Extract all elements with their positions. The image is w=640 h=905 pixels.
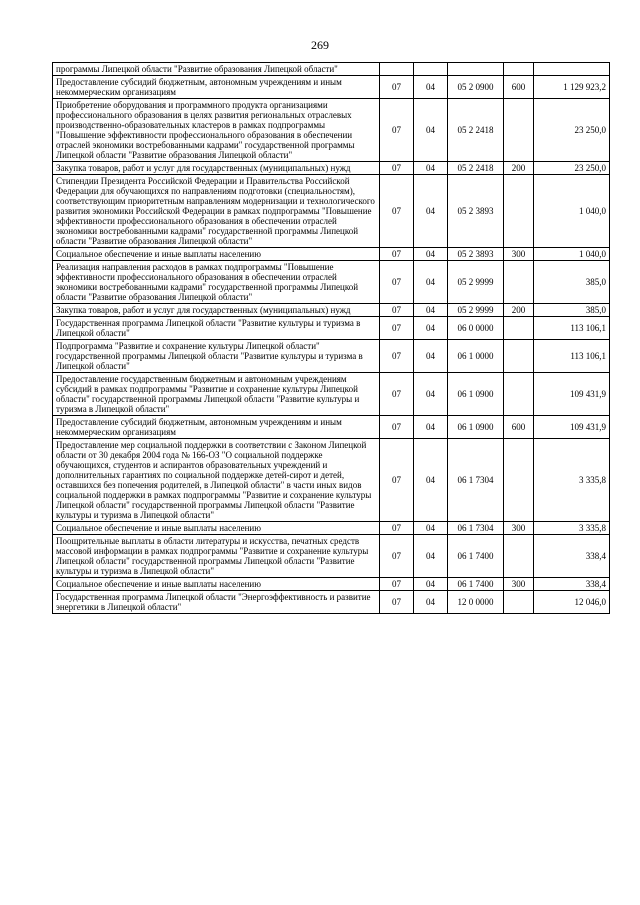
row-amount: 23 250,0	[534, 162, 610, 175]
row-subsection-code: 04	[414, 304, 448, 317]
row-name: Поощрительные выплаты в области литературы и искусства, печатных средств массовой информации в рамках подпрограммы "Развитие и сохранение культуры Липецкой области" государственной программы Липецкой области "Развитие культуры и туризма в Липецкой области"	[53, 535, 380, 578]
row-name: Социальное обеспечение и иные выплаты населению	[53, 578, 380, 591]
table-row	[53, 248, 610, 261]
row-section-code: 07	[380, 304, 414, 317]
row-expense-type-code: 300	[504, 578, 534, 591]
table-row	[53, 340, 610, 373]
row-subsection-code: 04	[414, 439, 448, 522]
row-section-code: 07	[380, 340, 414, 373]
row-subsection-code: 04	[414, 591, 448, 614]
table-row	[53, 261, 610, 304]
row-amount	[534, 63, 610, 76]
row-subsection-code: 04	[414, 340, 448, 373]
row-subsection-code	[414, 63, 448, 76]
row-expense-type-code	[504, 439, 534, 522]
row-amount: 113 106,1	[534, 340, 610, 373]
row-section-code: 07	[380, 416, 414, 439]
row-target-code: 05 2 3893	[448, 248, 504, 261]
table-row	[53, 317, 610, 340]
row-expense-type-code	[504, 373, 534, 416]
row-subsection-code: 04	[414, 162, 448, 175]
row-target-code: 05 2 2418	[448, 99, 504, 162]
table-row	[53, 439, 610, 522]
row-subsection-code: 04	[414, 373, 448, 416]
row-expense-type-code: 600	[504, 76, 534, 99]
row-target-code: 06 1 7400	[448, 578, 504, 591]
table-row	[53, 416, 610, 439]
row-name: Предоставление субсидий бюджетным, автономным учреждениям и иным некоммерческим организациям	[53, 76, 380, 99]
row-expense-type-code: 300	[504, 522, 534, 535]
page-number: 269	[311, 38, 329, 52]
row-expense-type-code: 300	[504, 248, 534, 261]
row-expense-type-code: 200	[504, 162, 534, 175]
table-row	[53, 591, 610, 614]
budget-table	[52, 62, 610, 614]
row-amount: 12 046,0	[534, 591, 610, 614]
table-row	[53, 162, 610, 175]
row-target-code: 06 1 0900	[448, 373, 504, 416]
row-expense-type-code	[504, 317, 534, 340]
row-target-code: 05 2 3893	[448, 175, 504, 248]
row-amount: 1 040,0	[534, 248, 610, 261]
row-expense-type-code	[504, 261, 534, 304]
row-section-code: 07	[380, 522, 414, 535]
row-name: Реализация направления расходов в рамках подпрограммы "Повышение эффективности профессионального образования в обеспечении отраслей экономики востребованными кадрами" государственной программы Липецкой области "Развитие образования Липецкой области"	[53, 261, 380, 304]
row-expense-type-code: 600	[504, 416, 534, 439]
row-expense-type-code	[504, 340, 534, 373]
row-name: Закупка товаров, работ и услуг для государственных (муниципальных) нужд	[53, 304, 380, 317]
table-row	[53, 76, 610, 99]
row-target-code: 12 0 0000	[448, 591, 504, 614]
row-section-code: 07	[380, 175, 414, 248]
row-name: Государственная программа Липецкой области "Энергоэффективность и развитие энергетики в Липецкой области"	[53, 591, 380, 614]
table-row	[53, 535, 610, 578]
row-subsection-code: 04	[414, 248, 448, 261]
row-section-code: 07	[380, 317, 414, 340]
row-subsection-code: 04	[414, 416, 448, 439]
row-section-code: 07	[380, 261, 414, 304]
row-name: Государственная программа Липецкой области "Развитие культуры и туризма в Липецкой области"	[53, 317, 380, 340]
table-row	[53, 175, 610, 248]
row-subsection-code: 04	[414, 522, 448, 535]
row-expense-type-code	[504, 175, 534, 248]
row-subsection-code: 04	[414, 578, 448, 591]
row-name: Приобретение оборудования и программного продукта организациями профессионального образования в целях развития региональных отраслевых производственно-образовательных кластеров в рамках подпрограммы "Повышение эффективности профессионального образования в обеспечении отраслей экономики востребованными кадрами" государственной программы Липецкой области "Развитие образования Липецкой области"	[53, 99, 380, 162]
table-row	[53, 578, 610, 591]
budget-table-body	[53, 63, 610, 614]
row-target-code: 05 2 2418	[448, 162, 504, 175]
row-name: программы Липецкой области "Развитие образования Липецкой области"	[53, 63, 380, 76]
row-name: Закупка товаров, работ и услуг для государственных (муниципальных) нужд	[53, 162, 380, 175]
row-target-code: 06 1 7304	[448, 522, 504, 535]
row-amount: 3 335,8	[534, 522, 610, 535]
row-target-code: 06 1 0900	[448, 416, 504, 439]
row-section-code: 07	[380, 248, 414, 261]
row-section-code: 07	[380, 373, 414, 416]
row-amount: 23 250,0	[534, 99, 610, 162]
row-name: Социальное обеспечение и иные выплаты населению	[53, 248, 380, 261]
row-section-code: 07	[380, 591, 414, 614]
table-row	[53, 99, 610, 162]
row-section-code: 07	[380, 535, 414, 578]
row-name: Социальное обеспечение и иные выплаты населению	[53, 522, 380, 535]
row-amount: 1 040,0	[534, 175, 610, 248]
row-name: Предоставление государственным бюджетным и автономным учреждениям субсидий в рамках подпрограммы "Развитие и сохранение культуры Липецкой области" государственной программы Липецкой области "Развитие культуры и туризма в Липецкой области"	[53, 373, 380, 416]
row-expense-type-code	[504, 63, 534, 76]
row-amount: 109 431,9	[534, 416, 610, 439]
row-section-code: 07	[380, 99, 414, 162]
row-amount: 1 129 923,2	[534, 76, 610, 99]
row-section-code: 07	[380, 439, 414, 522]
row-expense-type-code	[504, 535, 534, 578]
row-subsection-code: 04	[414, 261, 448, 304]
row-subsection-code: 04	[414, 175, 448, 248]
row-amount: 3 335,8	[534, 439, 610, 522]
table-row	[53, 304, 610, 317]
row-target-code: 05 2 9999	[448, 304, 504, 317]
row-subsection-code: 04	[414, 76, 448, 99]
table-row	[53, 522, 610, 535]
row-target-code: 06 1 0000	[448, 340, 504, 373]
row-name: Предоставление мер социальной поддержки в соответствии с Законом Липецкой области от 30 декабря 2004 года № 166-ОЗ "О социальной поддержке обучающихся, студентов и аспирантов образовательных учреждений и дополнительных гарантиях по социальной поддержке детей-сирот и детей, оставшихся без попечения родителей, в Липецкой области" в части иных видов социальной поддержки в рамках подпрограммы "Развитие и сохранение культуры Липецкой области" государственной программы Липецкой области "Развитие культуры и туризма в Липецкой области"	[53, 439, 380, 522]
row-amount: 385,0	[534, 261, 610, 304]
row-name: Подпрограмма "Развитие и сохранение культуры Липецкой области" государственной программы Липецкой области "Развитие культуры и туризма в Липецкой области"	[53, 340, 380, 373]
row-amount: 109 431,9	[534, 373, 610, 416]
row-section-code: 07	[380, 76, 414, 99]
row-target-code: 05 2 0900	[448, 76, 504, 99]
row-expense-type-code: 200	[504, 304, 534, 317]
row-target-code: 06 1 7400	[448, 535, 504, 578]
row-target-code: 06 1 7304	[448, 439, 504, 522]
row-target-code: 06 0 0000	[448, 317, 504, 340]
row-target-code: 05 2 9999	[448, 261, 504, 304]
row-subsection-code: 04	[414, 99, 448, 162]
row-amount: 338,4	[534, 578, 610, 591]
row-section-code: 07	[380, 578, 414, 591]
row-name: Предоставление субсидий бюджетным, автономным учреждениям и иным некоммерческим организациям	[53, 416, 380, 439]
row-expense-type-code	[504, 591, 534, 614]
row-amount: 385,0	[534, 304, 610, 317]
table-row	[53, 373, 610, 416]
row-name: Стипендии Президента Российской Федерации и Правительства Российской Федерации для обучающихся по направлениям подготовки (специальностям), соответствующим приоритетным направлениям модернизации и технологического развития экономики Российской Федерации в рамках подпрограммы "Повышение эффективности профессионального образования в обеспечении отраслей экономики востребованными кадрами" государственной программы Липецкой области "Развитие образования Липецкой области"	[53, 175, 380, 248]
row-section-code	[380, 63, 414, 76]
row-section-code: 07	[380, 162, 414, 175]
row-amount: 338,4	[534, 535, 610, 578]
row-amount: 113 106,1	[534, 317, 610, 340]
table-row	[53, 63, 610, 76]
row-target-code	[448, 63, 504, 76]
row-expense-type-code	[504, 99, 534, 162]
row-subsection-code: 04	[414, 317, 448, 340]
row-subsection-code: 04	[414, 535, 448, 578]
